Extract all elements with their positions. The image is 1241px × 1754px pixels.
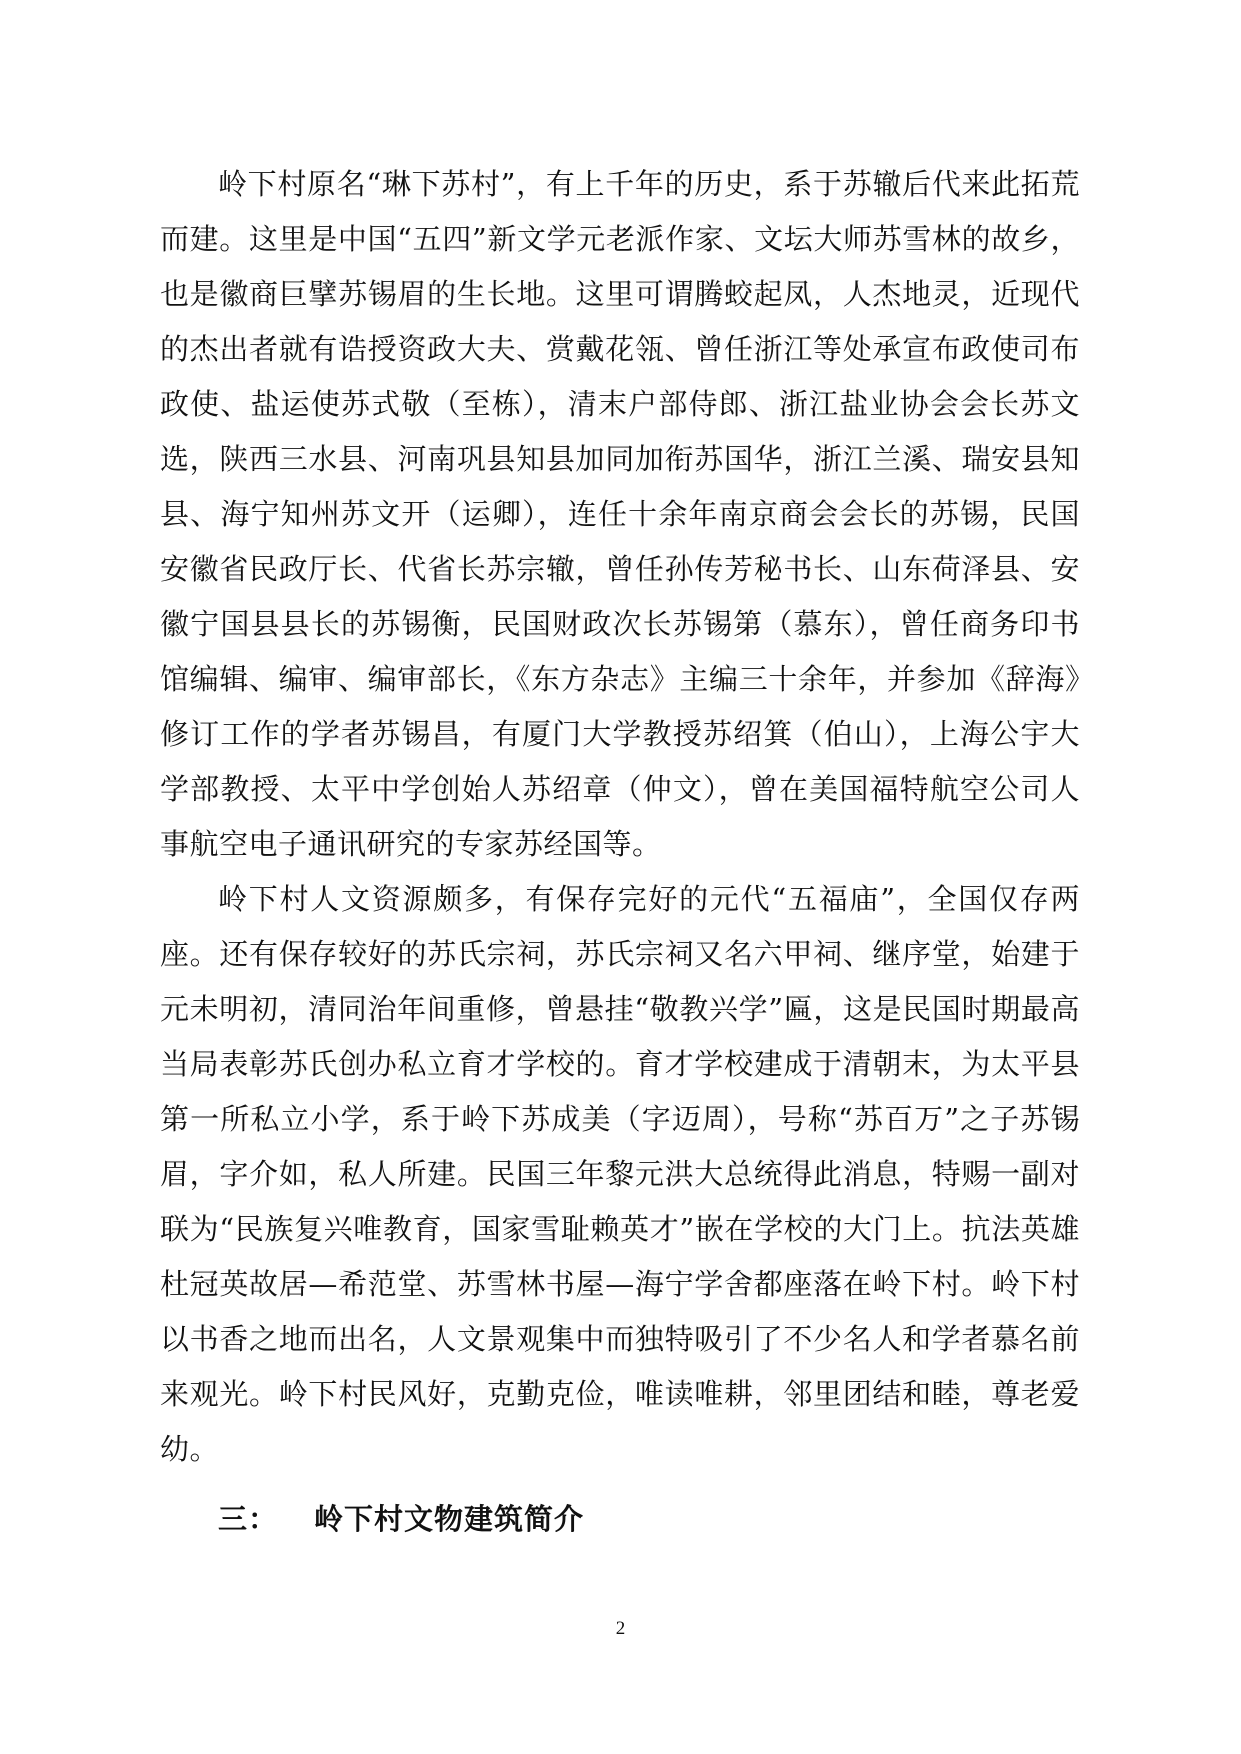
paragraph-cultural-resources: 岭下村人文资源颇多，有保存完好的元代“五福庙”，全国仅存两座。还有保存较好的苏氏宗祠，苏氏宗祠又名六甲祠、继序堂，始建于元未明初，清同治年间重修，曾悬挂“敬教兴学”匾，这是民国时期最高当局表彰苏氏创办私立育才学校的。育才学校建成于清朝末，为太平县第一所私立小学，系于岭下苏成美（字迈周），号称“苏百万”之子苏锡眉，字介如，私人所建。民国三年黎元洪大总统得此消息，特赐一副对联为“民族复兴唯教育，国家雪耻赖英才”嵌在学校的大门上。抗法英雄杜冠英故居—希范堂、苏雪林书屋—海宁学舍都座落在岭下村。岭下村以书香之地而出名，人文景观集中而独特吸引了不少名人和学者慕名前来观光。岭下村民风好，克勤克俭，唯读唯耕，邻里团结和睦，尊老爱幼。: [160, 882, 1080, 1466]
body-text: [160, 157, 1080, 1477]
paragraph-village-history: 岭下村原名“琳下苏村”，有上千年的历史，系于苏辙后代来此拓荒而建。这里是中国“五四”新文学元老派作家、文坛大师苏雪林的故乡，也是徽商巨擘苏锡眉的生长地。这里可谓腾蛟起凤，人杰地灵，近现代的杰出者就有诰授资政大夫、赏戴花瓴、曾任浙江等处承宣布政使司布政使、盐运使苏式敬（至栋），清末户部侍郎、浙江盐业协会会长苏文选，陕西三水县、河南巩县知县加同加衔苏国华，浙江兰溪、瑞安县知县、海宁知州苏文开（运卿），连任十余年南京商会会长的苏锡，民国安徽省民政厅长、代省长苏宗辙，曾任孙传芳秘书长、山东荷泽县、安徽宁国县县长的苏锡衡，民国财政次长苏锡第（慕东），曾任商务印书馆编辑、编审、编审部长，《东方杂志》主编三十余年，并参加《辞海》修订工作的学者苏锡昌，有厦门大学教授苏绍箕（伯山），上海公宇大学部教授、太平中学创始人苏绍章（仲文），曾在美国福特航空公司人事航空电子通讯研究的专家苏经国等。: [160, 167, 1080, 861]
section-title: 岭下村文物建筑简介: [314, 1502, 585, 1536]
page-number: 2: [615, 1618, 626, 1639]
section-heading: [218, 1494, 584, 1544]
section-number: 三：: [218, 1502, 279, 1536]
